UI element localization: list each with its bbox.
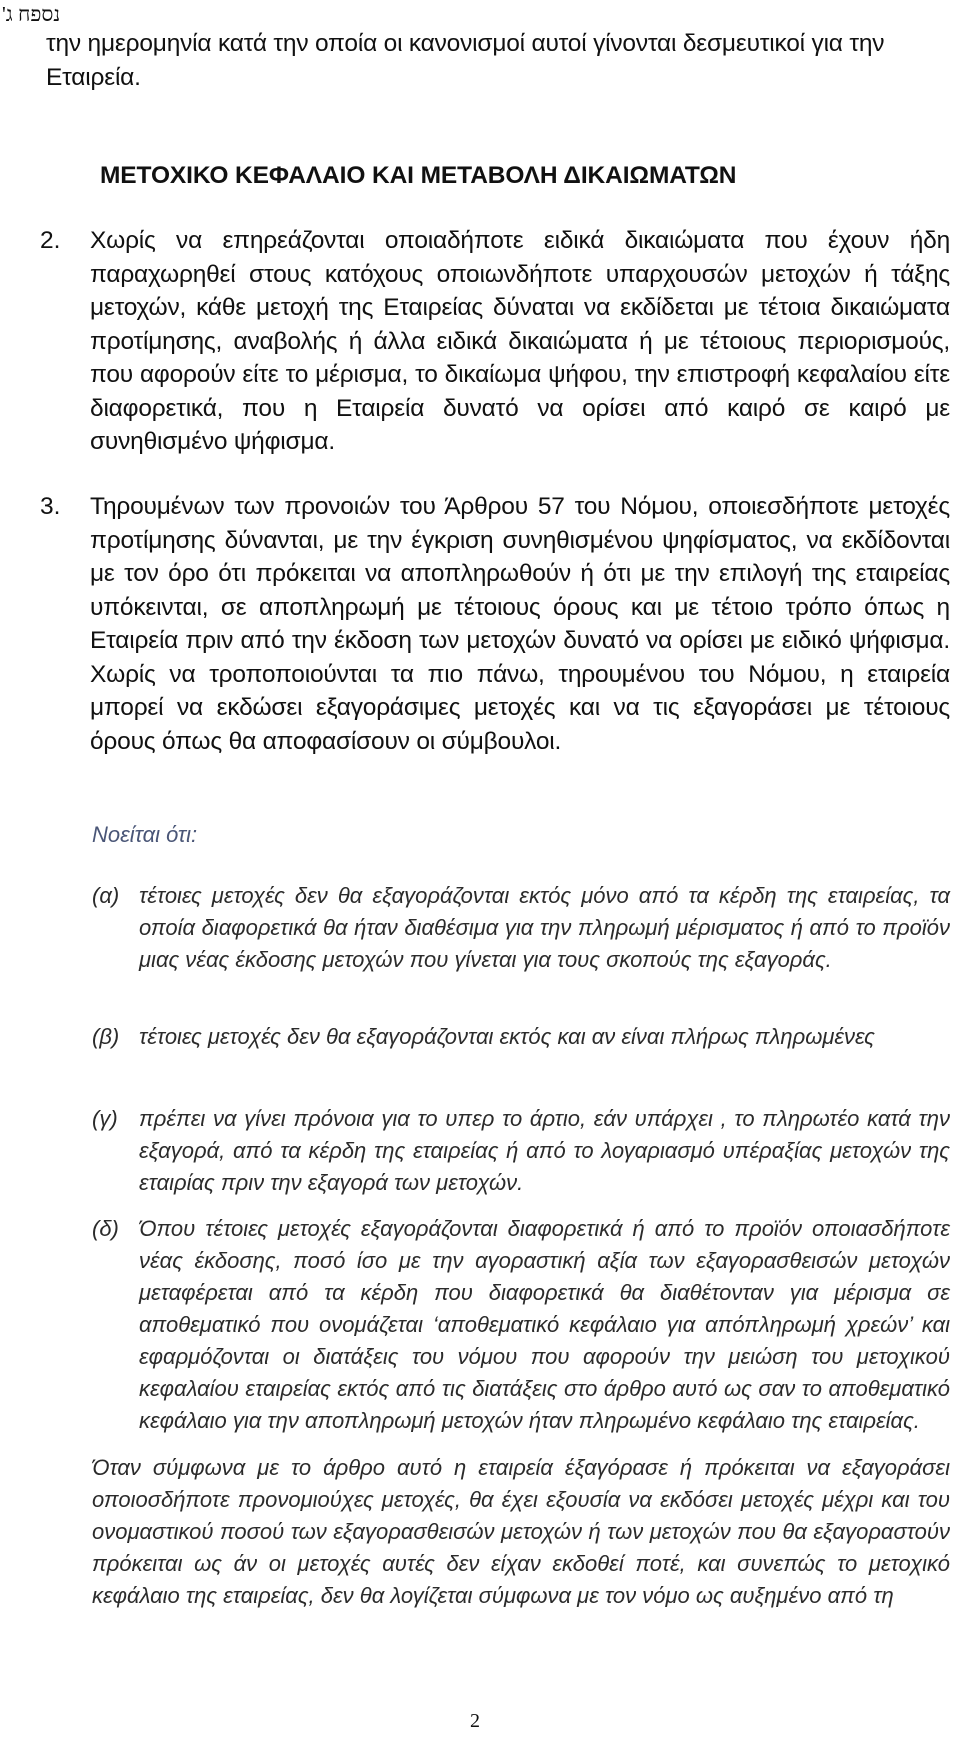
closing-paragraph: Όταν σύμφωνα με το άρθρο αυτό η εταιρεία έξαγόρασε ή πρόκειται να εξαγοράσει οποιοσδήποτε προνομιούχες μετοχές, θα έχει εξουσία να εκδόσει μετοχές μέχρι και του ονομαστικού ποσού των εξαγορασθεισών μετοχών ή των μετοχών που θα εξαγοραστούν πρόκειται ως άν οι μετοχές αυτές δεν είχαν εκδοθεί ποτέ, και συνεπώς το μετοχικό κεφάλαιο της εταιρείας, δεν θα λογίζεται σύμφωνα με τον νόμο ως αυξημένο από τη	[92, 1455, 950, 1608]
proviso-label: (γ)	[92, 1106, 118, 1131]
proviso-label: (δ)	[92, 1216, 119, 1241]
proviso-text: πρέπει να γίνει πρόνοια για το υπερ το άρτιο, εάν υπάρχει , το πληρωτέο κατά την εξαγορά, από τα κέρδη της εταιρείας ή από το λογαριασμό υπέραξίας μετοχών της εταιρίας πριν την εξαγορά των μετοχών.	[139, 1106, 950, 1195]
proviso-label: (α)	[92, 883, 120, 908]
proviso-label: (β)	[92, 1024, 120, 1049]
article-number: 2.	[40, 227, 61, 254]
proviso-item	[92, 880, 950, 976]
page-tag: נספח ג'	[2, 2, 61, 26]
article-text: Τηρουμένων των προνοιών του Άρθρου 57 του Νόμου, οποιεσδήποτε μετοχές προτίμησης δύνανται, με την έγκριση συνηθισμένου ψηφίσματος, να εκδίδονται με τον όρο ότι πρόκειται να αποπληρωθούν ή ότι με την επιλογή της εταιρείας υπόκεινται, σε αποπληρωμή με τέτοιους όρους και με τέτοιο τρόπο όπως η Εταιρεία πριν από την έκδοση των μετοχών δυνατό να ορίσει με ειδικό ψήφισμα. Χωρίς να τροποποιούνται τα πιο πάνω, τηρουμένου του Νόμου, η εταιρεία μπορεί να εκδώσει εξαγοράσιμες μετοχές και να τις εξαγοράσει με τέτοιους όρους όπως θα αποφασίσουν οι σύμβουλοι.	[90, 493, 950, 755]
proviso-item	[92, 1103, 950, 1199]
proviso-item	[92, 1021, 950, 1053]
proviso-text: τέτοιες μετοχές δεν θα εξαγοράζονται εκτός μόνο από τα κέρδη της εταιρείας, τα οποία διαφορετικά θα ήταν διαθέσιμα για την πληρωμή μέρισματος ή από το προϊόν μιας νέας έκδοσης μετοχών που γίνεται για τους σκοπούς της εξαγοράς.	[139, 883, 950, 972]
section-heading: ΜΕΤΟΧΙΚΟ ΚΕΦΑΛΑΙΟ ΚΑΙ ΜΕΤΑΒΟΛΗ ΔΙΚΑΙΩΜΑΤΩΝ	[100, 162, 737, 189]
article-number: 3.	[40, 493, 61, 520]
article-3	[40, 490, 950, 758]
article-text: Χωρίς να επηρεάζονται οποιαδήποτε ειδικά δικαιώματα που έχουν ήδη παραχωρηθεί στους κατόχους οποιωνδήποτε υπαρχουσών μετοχών ή τάξης μετοχών, κάθε μετοχή της Εταιρείας δύναται να εκδίδεται με τέτοια δικαιώματα προτίμησης, αναβολής ή άλλα ειδικά δικαιώματα ή με τέτοιους περιορισμούς, που αφορούν είτε το μέρισμα, το δικαίωμα ψήφου, την επιστροφή κεφαλαίου είτε διαφορετικά, που η Εταιρεία δυνατό να ορίσει από καιρό σε καιρό με συνηθισμένο ψήφισμα.	[90, 227, 950, 455]
intro-paragraph: την ημερομηνία κατά την οποία οι κανονισμοί αυτοί γίνονται δεσμευτικοί για την Εταιρεία.	[46, 30, 885, 91]
page-number: 2	[470, 1710, 480, 1732]
proviso-text: Όπου τέτοιες μετοχές εξαγοράζονται διαφορετικά ή από το προϊόν οποιασδήποτε νέας έκδοσης, ποσό ίσο με την αγοραστική αξία των εξαγορασθεισών μετοχών μεταφέρεται από τα κέρδη που διαφορετικά θα διαθέτονταν για μέρισμα σε αποθεματικό που ονομάζεται ‘αποθεματικό κεφάλαιο για απόπληρωμή χρεών’ και εφαρμόζονται οι διατάξεις του νόμου που αφορούν την μειώση του μετοχικού κεφαλαίου εταιρείας εκτός από τις διατάξεις στο άρθρο αυτό ως σαν το αποθεματικό κεφάλαιο για την αποπληρωμή μετοχών ήταν πληρωμένο κεφάλαιο της εταιρείας.	[139, 1216, 950, 1433]
notice-label: Νοείται ότι:	[92, 822, 198, 847]
article-2	[40, 224, 950, 459]
proviso-text: τέτοιες μετοχές δεν θα εξαγοράζονται εκτός και αν είναι πλήρως πληρωμένες	[139, 1024, 875, 1049]
proviso-item	[92, 1213, 950, 1437]
